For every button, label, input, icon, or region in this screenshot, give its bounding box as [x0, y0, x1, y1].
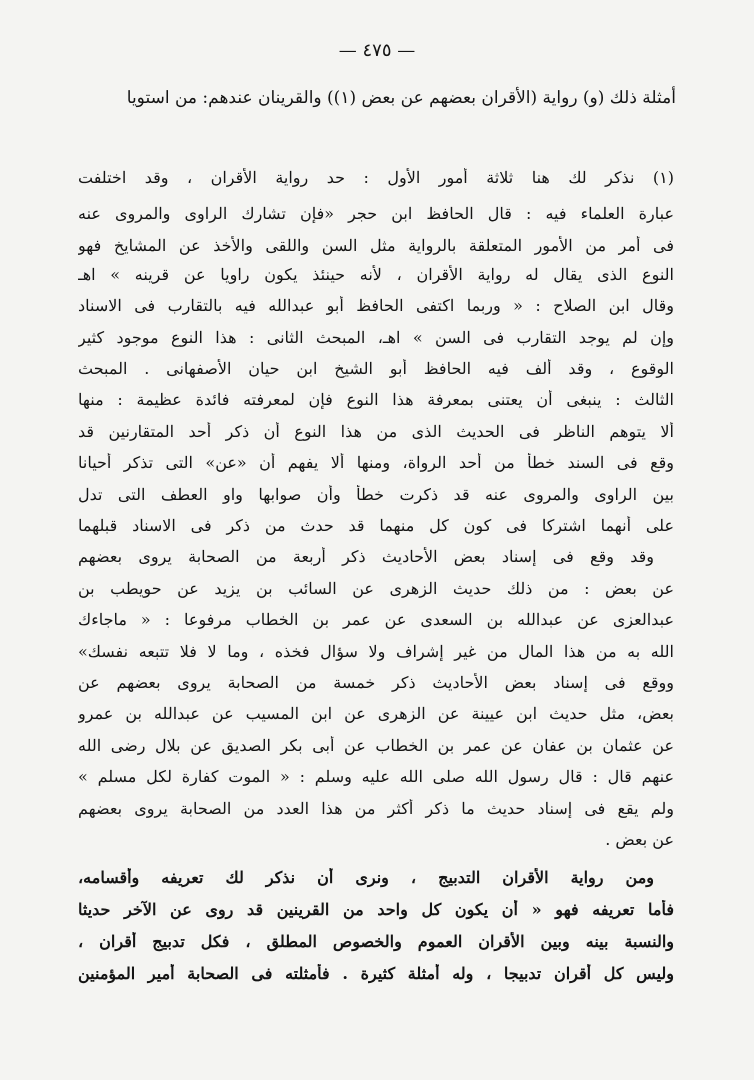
footnote-line: الثالث : ينبغى أن يعتنى بمعرفة هذا النوع فإن لمعرفته فائدة عظيمة : منها [78, 390, 674, 409]
footnote-line: النوع الذى يقال له رواية الأقران ، لأنه حينئذ يكون راويا عن قرينه » اهـ [78, 265, 674, 284]
footnote-line: عنهم قال : قال رسول الله صلى الله عليه وسلم : « الموت كفارة لكل مسلم » [78, 767, 674, 786]
footnote-line: ووقع فى إسناد بعض الأحاديث ذكر خمسة من الصحابة يروى بعضهم عن [78, 673, 674, 692]
footnote-line: عن بعض : من ذلك حديث الزهرى عن السائب بن يزيد عن حويطب بن [78, 579, 674, 598]
footnote-line: والنسبة بينه وبين الأقران العموم والخصوص المطلق ، فكل تدبيج أقران ، [78, 932, 674, 951]
footnote-line: وليس كل أقران تدبيجا ، وله أمثلة كثيرة . فأمثلته فى الصحابة أمير المؤمنين [78, 964, 674, 983]
footnote-line: فى أمر من الأمور المتعلقة بالرواية مثل السن واللقى والأخذ عن المشايخ فهو [78, 236, 674, 255]
footnote-line: عبدالعزى عن عبدالله بن السعدى عن عمر بن الخطاب مرفوعا : « ماجاءك [78, 610, 674, 629]
footnote-line: ومن رواية الأقران التدبيج ، ونرى أن نذكر لك تعريفه وأقسامه، [78, 868, 654, 887]
footnote-line: بعض، مثل حديث ابن عيينة عن الزهرى عن ابن المسيب عن عبدالله بن عمرو [78, 704, 674, 723]
footnote-line: على أنهما اشتركا فى كون كل منهما قد حدث من ذكر فى الاسناد قبلهما [78, 516, 674, 535]
footnote-line: بين الراوى والمروى عنه قد ذكرت خطأ وأن صوابها واو العطف التى تدل [78, 485, 674, 504]
page-number: — ٤٧٥ — [338, 40, 416, 61]
footnote-line: الوقوع ، وقد ألف فيه الحافظ أبو الشيخ ابن حيان الأصفهانى . المبحث [78, 359, 674, 378]
footnote-line: وقال ابن الصلاح : « وربما اكتفى الحافظ أبو عبدالله فيه بالتقارب فى الاسناد [78, 296, 674, 315]
footnote-line: وإن لم يوجد التقارب فى السن » اهـ، المبحث الثانى : هذا النوع موجود كثير [78, 328, 674, 347]
footnote-line: عن عثمان بن عفان عن عمر بن الخطاب عن أبى بكر الصديق عن بلال رضى الله [78, 736, 674, 755]
main-text-line: أمثلة ذلك (و) رواية (الأقران بعضهم عن بعض (١)) والقرينان عندهم: من استويا [126, 88, 676, 108]
footnote-line: عن بعض . [605, 830, 674, 849]
footnote-line: وقع فى السند خطأ من أحد الرواة، ومنها ألا يفهم أن «عن» التى تذكر أحيانا [78, 453, 674, 472]
footnote-line: ألا يتوهم الناظر فى الحديث الذى من هذا النوع أن ذكر أحد المتقارنين قد [78, 422, 674, 441]
footnote-line: وقد وقع فى إسناد بعض الأحاديث ذكر أربعة من الصحابة يروى بعضهم [78, 547, 654, 566]
footnote-line: ولم يقع فى إسناد حديث ما ذكر أكثر من هذا العدد من الصحابة يروى بعضهم [78, 799, 674, 818]
footnote-line: فأما تعريفه فهو « أن يكون كل واحد من القرينين قد روى عن الآخر حديثا [78, 900, 674, 919]
footnote-line: الله به من هذا المال من غير إشراف ولا سؤال فخذه ، وما لا فلا تتبعه نفسك» [78, 642, 674, 661]
footnote-line: عبارة العلماء فيه : قال الحافظ ابن حجر «فإن تشارك الراوى والمروى عنه [78, 204, 674, 223]
footnote-line: (١) نذكر لك هنا ثلاثة أمور الأول : حد رواية الأقران ، وقد اختلفت [78, 168, 674, 187]
